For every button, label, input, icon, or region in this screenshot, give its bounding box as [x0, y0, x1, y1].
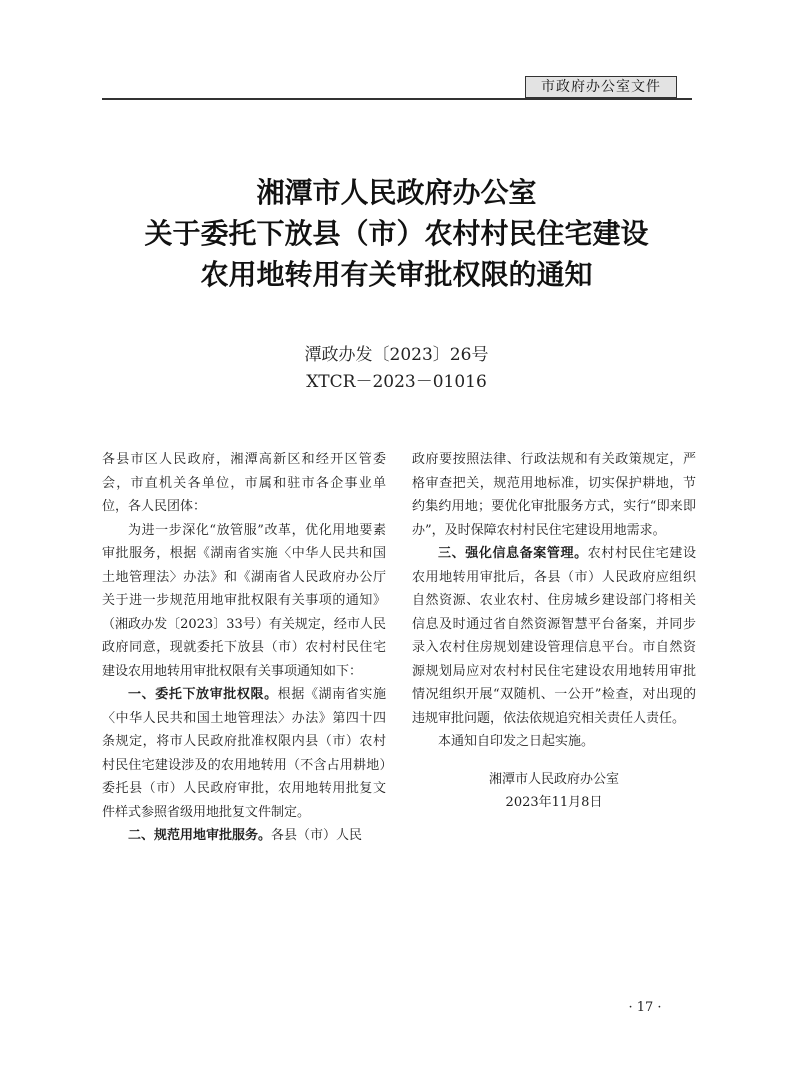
item-1-text: 根据《湖南省实施〈中华人民共和国土地管理法〉办法》第四十四条规定，将市人民政府批准权限内县（市）农村村民住宅建设涉及的农用地转用（不含占用耕地）委托县（市）人民政府审批，农用地转用批复文件样式参照省级用地批复文件制定。 [102, 687, 386, 820]
document-number-block [90, 342, 703, 396]
document-title [90, 172, 703, 295]
item-3-lead: 三、强化信息备案管理。 [438, 546, 588, 561]
item-2-lead: 二、规范用地审批服务。 [128, 828, 272, 843]
salutation: 各县市区人民政府，湘潭高新区和经开区管委会，市直机关各单位，市属和驻市各企事业单位，各人民团体： [102, 452, 386, 514]
item-1-lead: 一、委托下放审批权限。 [128, 687, 278, 702]
title-line-3: 农用地转用有关审批权限的通知 [200, 258, 593, 291]
item-3-paragraph [412, 542, 696, 730]
page-number: · 17 · [628, 1000, 662, 1015]
title-line-1: 湘潭市人民政府办公室 [256, 176, 537, 209]
item-2-paragraph-continued: 政府要按照法律、行政法规和有关政策规定，严格审查把关，规范用地标准，切实保护耕地，节约集约用地；要优化审批服务方式，实行“即来即办”，及时保障农村村民住宅建设用地需求。 [412, 452, 696, 538]
item-1-paragraph [102, 683, 386, 824]
header-rule [102, 98, 692, 100]
item-2-paragraph-start [102, 824, 386, 848]
document-number: 潭政办发〔2023〕26号 [304, 345, 489, 365]
signature-org: 湘潭市人民政府办公室 [488, 771, 619, 787]
header-section-tag: 市政府办公室文件 [525, 76, 677, 98]
closing-paragraph: 本通知自印发之日起实施。 [438, 734, 595, 749]
intro-paragraph: 为进一步深化“放管服”改革，优化用地要素审批服务，根据《湖南省实施〈中华人民共和国土地管理法〉办法》和《湖南省人民政府办公厅关于进一步规范用地审批权限有关事项的通知》（湘政办发〔2023〕33号）有关规定，经市人民政府同意，现就委托下放县（市）农村村民住宅建设农用地转用审批权限有关事项通知如下： [102, 522, 386, 679]
document-code: XTCR－2023－01016 [306, 372, 487, 392]
signature-block [412, 768, 696, 815]
body-column-right [412, 448, 696, 815]
item-2-text-left: 各县（市）人民 [271, 828, 363, 843]
signature-date: 2023年11月8日 [505, 795, 603, 810]
item-3-text: 农村村民住宅建设农用地转用审批后，各县（市）人民政府应组织自然资源、农业农村、住房城乡建设部门将相关信息及时通过省自然资源智慧平台备案，并同步录入农村住房规划建设管理信息平台。市自然资源规划局应对农村村民住宅建设农用地转用审批情况组织开展“双随机、一公开”检查，对出现的违规审批问题，依法依规追究相关责任人责任。 [412, 546, 696, 726]
body-column-left [102, 448, 386, 848]
title-line-2: 关于委托下放县（市）农村村民住宅建设 [144, 217, 649, 250]
